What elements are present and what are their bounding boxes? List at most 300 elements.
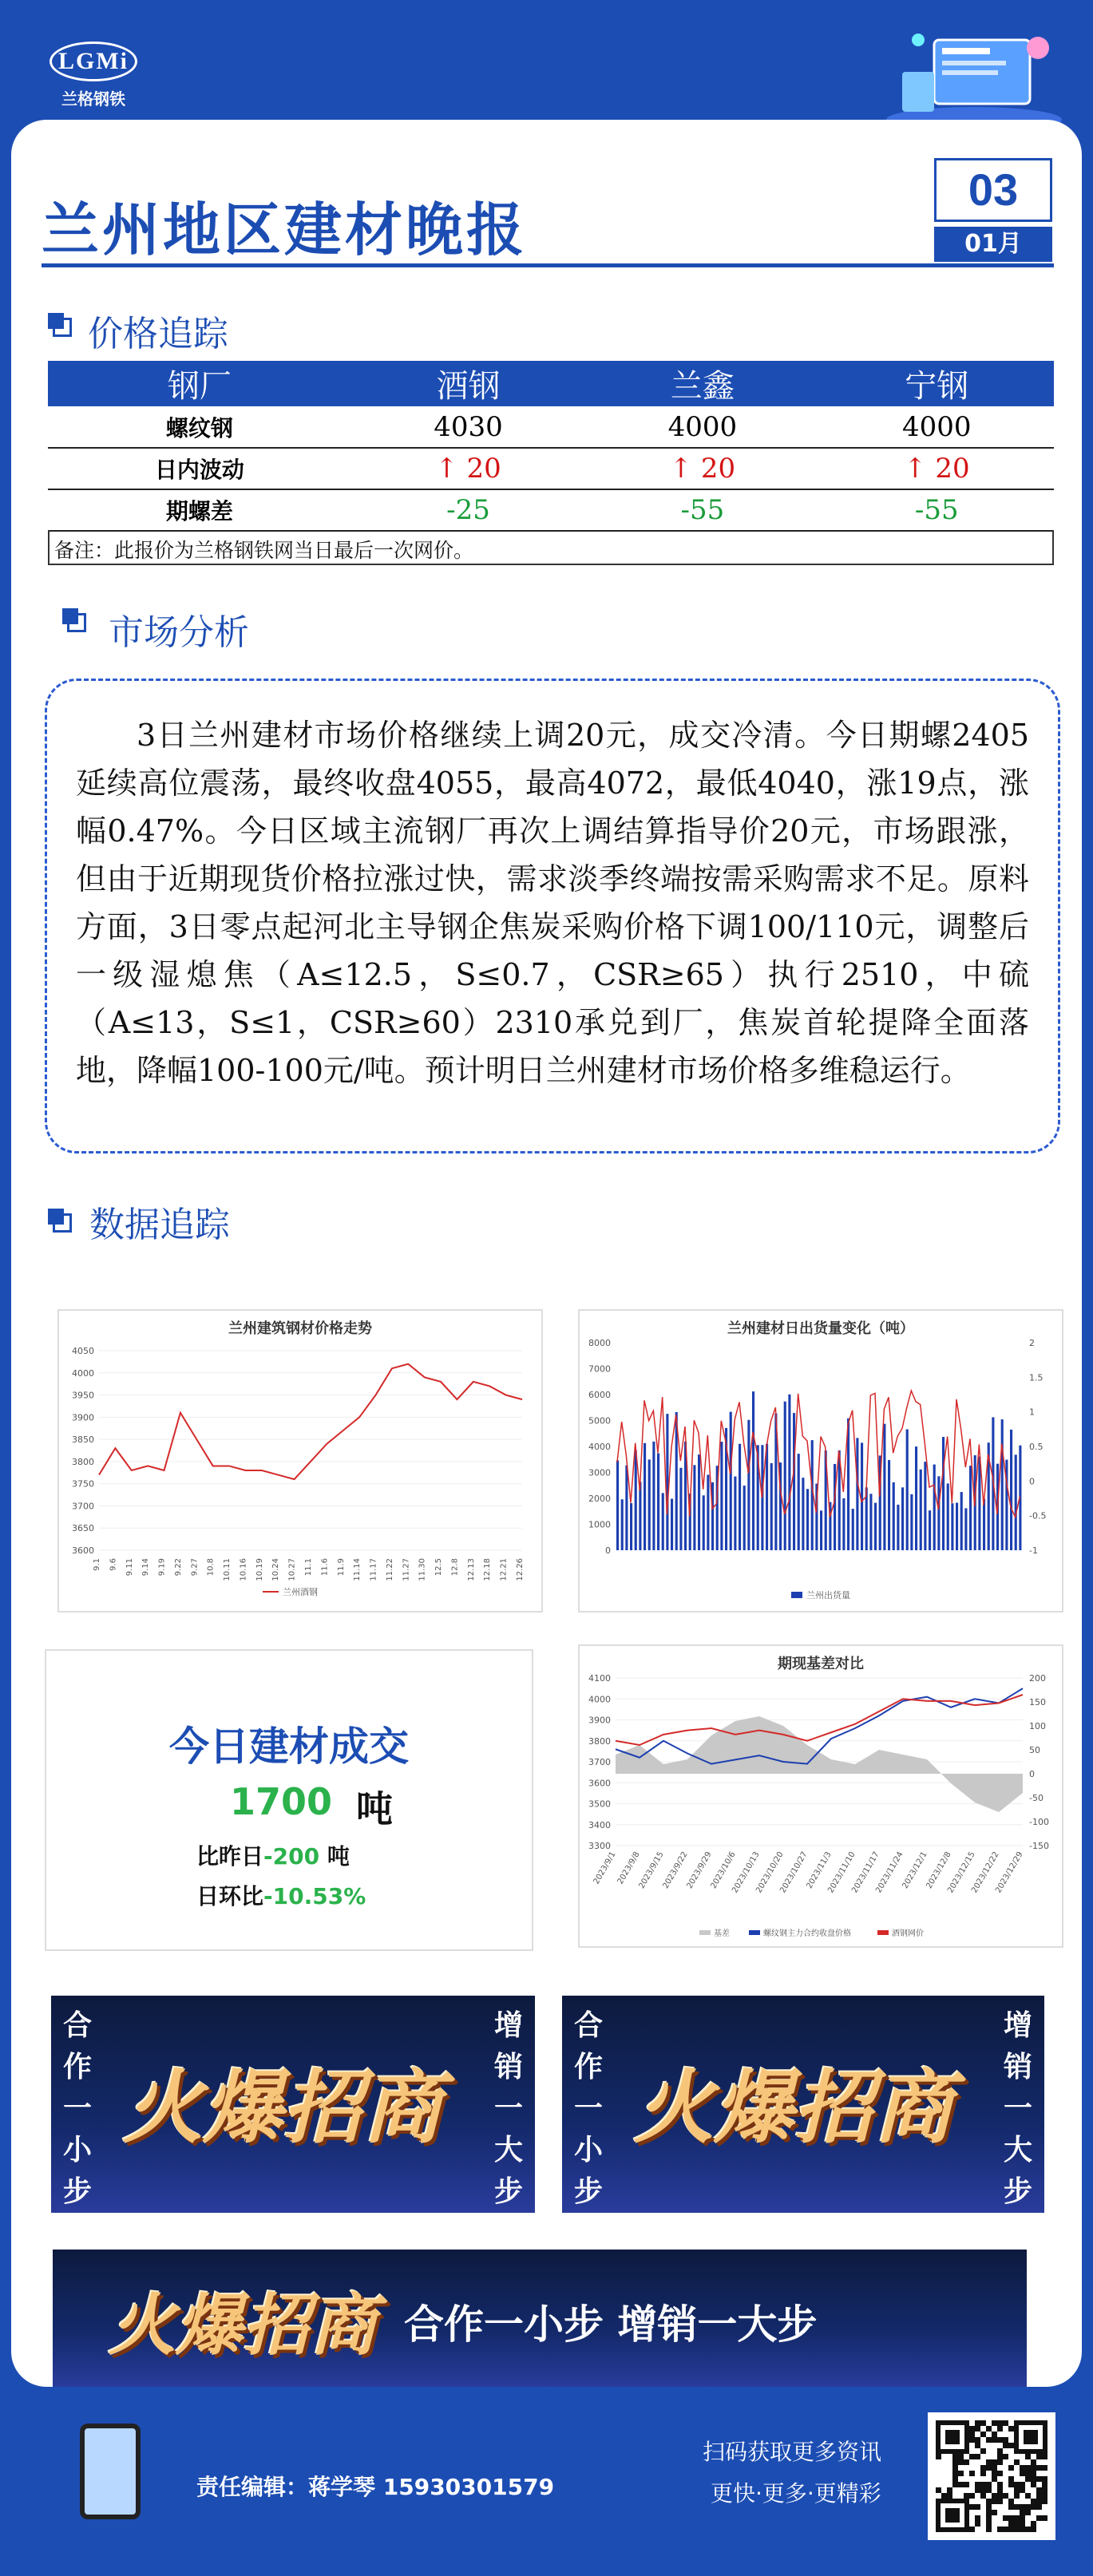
page-title: 兰州地区建材晚报 — [42, 196, 528, 263]
y-tick-label: 3900 — [588, 1715, 611, 1726]
shipment-bar — [671, 1499, 673, 1550]
qr-module — [1036, 2504, 1042, 2510]
change-cell: ↑ 20 — [585, 448, 819, 489]
y-tick-label: 3400 — [588, 1819, 611, 1830]
qr-module — [958, 2454, 964, 2459]
qr-module — [952, 2471, 958, 2476]
price-trend-chart — [57, 1309, 543, 1612]
shipment-bar — [956, 1502, 958, 1550]
qr-module — [992, 2420, 997, 2426]
editor-line: 责任编辑：蒋学琴 15930301579 — [196, 2474, 555, 2500]
deal-ring-ratio: 日环比-10.53% — [196, 1883, 366, 1909]
x-tick-label: 11.22 — [385, 1558, 394, 1581]
shipment-bar — [893, 1482, 895, 1550]
qr-module — [1014, 2482, 1020, 2487]
x-tick-label: 9.1 — [93, 1558, 101, 1571]
y-tick-label: 3800 — [72, 1456, 94, 1467]
qr-module — [1042, 2493, 1047, 2499]
y2-tick-label: -0.5 — [1029, 1510, 1047, 1521]
qr-module — [1008, 2499, 1014, 2504]
price-cell: 4000 — [585, 406, 819, 448]
shipment-bar — [788, 1395, 790, 1550]
x-tick-label: 9.19 — [157, 1558, 167, 1577]
qr-module — [1031, 2459, 1036, 2465]
legend-label: 基差 — [714, 1929, 730, 1938]
qr-module — [1020, 2465, 1025, 2471]
qr-module — [992, 2465, 997, 2471]
series-line — [99, 1364, 522, 1479]
qr-module — [1025, 2504, 1031, 2510]
footer-line-1: 扫码获取更多资讯 — [703, 2439, 882, 2465]
y-tick-label: 8000 — [588, 1338, 611, 1348]
qr-module — [997, 2448, 1003, 2454]
promo-banner-wide[interactable] — [53, 2250, 1027, 2387]
qr-module — [975, 2504, 980, 2510]
qr-module — [986, 2487, 992, 2493]
y-tick-label: 6000 — [588, 1390, 611, 1400]
qr-module — [1003, 2454, 1008, 2459]
qr-module — [1014, 2527, 1020, 2532]
price-table-header — [48, 361, 1054, 406]
shipment-bar — [652, 1442, 655, 1550]
legend-swatch — [749, 1930, 760, 1935]
shipment-bar — [983, 1499, 985, 1550]
qr-module — [997, 2426, 1003, 2432]
y-tick-label: 2000 — [588, 1494, 611, 1504]
qr-module — [980, 2420, 986, 2426]
qr-module — [1025, 2493, 1031, 2499]
qr-module — [1014, 2504, 1020, 2510]
qr-module — [992, 2432, 997, 2437]
x-tick-label: 10.8 — [206, 1558, 216, 1577]
qr-module — [1036, 2487, 1042, 2493]
qr-module — [947, 2493, 952, 2499]
x-tick-label: 2023/11/24 — [874, 1850, 905, 1895]
shipment-bar — [1010, 1430, 1012, 1550]
x-tick-label: 10.16 — [239, 1558, 248, 1581]
qr-module — [1014, 2493, 1020, 2499]
qr-module — [952, 2459, 958, 2465]
qr-module — [1008, 2504, 1014, 2510]
banner-vertical-text: 合 作 一 小 步 — [62, 2009, 92, 2208]
y-tick-label: 3900 — [72, 1412, 94, 1423]
x-tick-label: 2023/12/22 — [970, 1850, 1001, 1895]
qr-module — [986, 2437, 992, 2443]
deal-title: 今日建材成交 — [169, 1723, 409, 1770]
qr-module — [1042, 2515, 1047, 2521]
qr-module — [1020, 2487, 1025, 2493]
shipment-bar — [806, 1489, 809, 1550]
row-label: 期螺差 — [48, 489, 351, 531]
y-tick-label: 3750 — [72, 1478, 94, 1490]
qr-module — [969, 2527, 975, 2532]
table-row — [48, 448, 1054, 489]
spread-cell: -55 — [820, 489, 1054, 531]
qr-module — [980, 2448, 986, 2454]
shipment-bar — [747, 1420, 750, 1550]
shipment-bar — [1015, 1454, 1017, 1550]
shipment-bar — [888, 1460, 890, 1550]
shipment-bar — [915, 1446, 917, 1550]
legend-label: 螺纹钢主力合约收盘价格 — [763, 1929, 851, 1938]
shipment-bar — [644, 1443, 646, 1550]
shipment-bar — [978, 1457, 980, 1550]
legend-label: 兰州出货量 — [806, 1590, 850, 1601]
qr-module — [1025, 2465, 1031, 2471]
x-tick-label: 2023/10/20 — [754, 1850, 786, 1895]
qr-module — [1020, 2527, 1025, 2532]
qr-code[interactable] — [928, 2412, 1055, 2540]
qr-module — [980, 2465, 986, 2471]
y-tick-label: 3850 — [72, 1434, 94, 1446]
qr-module — [952, 2476, 958, 2482]
qr-module — [986, 2426, 992, 2432]
y2-tick-label: -100 — [1029, 1817, 1049, 1827]
qr-module — [992, 2510, 997, 2515]
qr-module — [969, 2504, 975, 2510]
banner-vertical-text: 增 销 一 大 步 — [1003, 2009, 1032, 2208]
x-tick-label: 2023/10/6 — [709, 1850, 738, 1890]
table-row — [48, 489, 1054, 531]
qr-module — [992, 2499, 997, 2504]
shipment-bar — [834, 1464, 836, 1550]
y-tick-label: 4000 — [72, 1367, 94, 1379]
x-tick-label: 2023/10/27 — [778, 1850, 810, 1895]
qr-module — [992, 2437, 997, 2443]
qr-module — [997, 2471, 1003, 2476]
banner-vertical-text: 合 作 一 小 步 — [573, 2009, 603, 2208]
shipment-bar — [924, 1462, 926, 1550]
qr-module — [1031, 2471, 1036, 2476]
x-tick-label: 10.19 — [255, 1558, 264, 1581]
qr-module — [947, 2487, 952, 2493]
y2-tick-label: 0 — [1029, 1476, 1035, 1487]
x-tick-label: 9.11 — [125, 1558, 134, 1577]
qr-module — [986, 2527, 992, 2532]
qr-module — [992, 2471, 997, 2476]
x-tick-label: 2023/9/1 — [592, 1850, 618, 1886]
x-tick-label: 9.27 — [190, 1558, 200, 1577]
legend-swatch — [791, 1592, 802, 1598]
y-tick-label: 3700 — [588, 1757, 611, 1767]
qr-module — [1031, 2476, 1036, 2482]
shipment-bar — [693, 1465, 695, 1550]
qr-module — [992, 2493, 997, 2499]
y-tick-label: 3300 — [588, 1841, 611, 1851]
shipment-bar — [929, 1510, 931, 1550]
shipment-bar — [648, 1459, 651, 1550]
chart-title: 兰州建筑钢材价格走势 — [228, 1320, 372, 1337]
qr-module — [1042, 2499, 1047, 2504]
banner-headline: 火爆招商 — [634, 2060, 953, 2155]
qr-module — [997, 2482, 1003, 2487]
shipment-bar — [625, 1466, 628, 1550]
arrow-up-icon: ↑ — [435, 453, 458, 485]
y-tick-label: 3650 — [72, 1523, 94, 1534]
shipment-bar — [635, 1450, 637, 1550]
shipment-bar — [657, 1453, 659, 1550]
qr-module — [997, 2493, 1003, 2499]
x-tick-label: 12.26 — [516, 1558, 525, 1581]
qr-module — [958, 2471, 964, 2476]
qr-finder — [945, 2508, 960, 2523]
qr-module — [986, 2499, 992, 2504]
qr-module — [1014, 2521, 1020, 2527]
x-tick-label: 9.14 — [141, 1558, 151, 1577]
shipment-bar — [937, 1476, 940, 1550]
qr-module — [1025, 2476, 1031, 2482]
qr-module — [1042, 2476, 1047, 2482]
y-tick-label: 4000 — [588, 1694, 611, 1705]
deal-vs-yesterday: 比昨日-200 吨 — [196, 1843, 350, 1870]
header-cell: 宁钢 — [820, 361, 1054, 406]
qr-module — [1008, 2476, 1014, 2482]
banner-slogan: 合作一小步 增销一大步 — [404, 2301, 818, 2348]
header-cell: 钢厂 — [48, 361, 351, 406]
x-tick-label: 2023/9/29 — [685, 1850, 714, 1890]
promo-banner-right[interactable] — [562, 1996, 1044, 2213]
change-cell: ↑ 20 — [351, 448, 585, 489]
y2-tick-label: 200 — [1029, 1673, 1046, 1684]
y2-tick-label: 100 — [1029, 1721, 1046, 1731]
header-cell: 酒钢 — [351, 361, 585, 406]
qr-module — [997, 2527, 1003, 2532]
qr-module — [1003, 2420, 1008, 2426]
y2-tick-label: 150 — [1029, 1697, 1046, 1707]
shipment-bar — [616, 1460, 619, 1550]
promo-banner-left[interactable] — [51, 1996, 535, 2213]
qr-module — [1020, 2471, 1025, 2476]
y2-tick-label: -1 — [1029, 1545, 1038, 1556]
arrow-up-icon: ↑ — [669, 453, 693, 485]
x-tick-label: 11.6 — [320, 1558, 330, 1577]
chart-title: 兰州建材日出货量变化（吨） — [727, 1320, 914, 1337]
shipment-bar — [856, 1438, 858, 1550]
qr-module — [964, 2493, 969, 2499]
qr-module — [986, 2510, 992, 2515]
row-label: 螺纹钢 — [48, 406, 351, 448]
y2-tick-label: 0 — [1029, 1769, 1035, 1779]
shipment-bar — [883, 1424, 885, 1550]
qr-module — [941, 2493, 947, 2499]
basis-area — [616, 1716, 1023, 1812]
x-tick-label: 10.27 — [287, 1558, 297, 1581]
shipment-bar — [861, 1442, 863, 1550]
qr-module — [1036, 2465, 1042, 2471]
qr-module — [1003, 2437, 1008, 2443]
shipment-bar — [766, 1444, 768, 1550]
banner-headline: 火爆招商 — [109, 2285, 378, 2364]
qr-module — [1031, 2465, 1036, 2471]
x-tick-label: 2023/11/17 — [850, 1850, 881, 1895]
qr-module — [975, 2426, 980, 2432]
price-cell: 4030 — [351, 406, 585, 448]
qr-module — [997, 2499, 1003, 2504]
qr-module — [975, 2454, 980, 2459]
shipment-bar — [869, 1494, 872, 1550]
header-cell: 兰鑫 — [585, 361, 819, 406]
section-title-market: 市场分析 — [109, 612, 249, 653]
shipment-bar — [784, 1402, 786, 1550]
y2-tick-label: 2 — [1029, 1338, 1035, 1348]
shipment-bar — [852, 1509, 854, 1550]
price-note: 备注：此报价为兰格钢铁网当日最后一次网价。 — [48, 530, 1054, 565]
x-tick-label: 11.30 — [418, 1558, 427, 1581]
qr-module — [975, 2437, 980, 2443]
chart-title: 期现基差对比 — [778, 1656, 864, 1672]
spread-cell: -25 — [351, 489, 585, 531]
section-title-price: 价格追踪 — [88, 314, 228, 354]
shipment-bar — [897, 1505, 899, 1550]
qr-module — [1008, 2443, 1014, 2448]
brand-name: 兰格钢铁 — [61, 89, 125, 109]
qr-module — [986, 2504, 992, 2510]
basis-chart — [578, 1644, 1063, 1948]
qr-module — [1036, 2476, 1042, 2482]
shipment-bar — [820, 1510, 822, 1550]
price-trend-svg — [59, 1311, 545, 1614]
x-tick-label: 2023/12/15 — [946, 1850, 977, 1895]
arrow-up-icon: ↑ — [904, 453, 927, 485]
y-tick-label: 7000 — [588, 1363, 611, 1375]
section-marker-icon — [53, 318, 72, 337]
shipment-bar — [942, 1437, 944, 1550]
y-tick-label: 0 — [605, 1545, 611, 1556]
x-tick-label: 2023/11/10 — [826, 1850, 857, 1895]
shipment-bar — [802, 1478, 804, 1550]
qr-module — [969, 2454, 975, 2459]
qr-module — [969, 2471, 975, 2476]
qr-module — [1031, 2521, 1036, 2527]
qr-module — [1008, 2426, 1014, 2432]
date-month: 01月 — [934, 227, 1052, 262]
shipment-svg — [580, 1311, 1065, 1614]
phone-icon — [80, 2424, 141, 2519]
y-tick-label: 1000 — [588, 1519, 611, 1530]
footer-line-2: 更快·更多·更精彩 — [711, 2480, 881, 2507]
qr-module — [1031, 2504, 1036, 2510]
shipment-bar — [752, 1391, 754, 1550]
qr-module — [975, 2487, 980, 2493]
x-tick-label: 11.27 — [402, 1558, 411, 1581]
qr-module — [997, 2454, 1003, 2459]
qr-module — [997, 2437, 1003, 2443]
x-tick-label: 2023/9/15 — [637, 1850, 666, 1890]
shipment-bar — [960, 1492, 963, 1550]
qr-module — [1020, 2482, 1025, 2487]
legend-swatch — [877, 1930, 889, 1935]
x-tick-label: 12.13 — [466, 1558, 476, 1581]
change-cell: ↑ 20 — [820, 448, 1054, 489]
shipment-bar — [698, 1454, 700, 1550]
qr-module — [992, 2476, 997, 2482]
shipment-bar — [720, 1442, 723, 1550]
qr-module — [1036, 2515, 1042, 2521]
qr-module — [969, 2432, 975, 2437]
shipment-bar — [951, 1503, 953, 1550]
qr-module — [1042, 2487, 1047, 2493]
qr-module — [958, 2482, 964, 2487]
qr-module — [975, 2443, 980, 2448]
qr-module — [1036, 2493, 1042, 2499]
y2-tick-label: 1 — [1029, 1407, 1035, 1418]
x-tick-label: 11.17 — [369, 1558, 378, 1581]
qr-module — [936, 2487, 941, 2493]
qr-module — [975, 2521, 980, 2527]
y-tick-label: 3800 — [588, 1735, 611, 1747]
section-marker-icon — [67, 613, 86, 632]
x-tick-label: 2023/9/22 — [661, 1850, 690, 1890]
shipment-bar — [630, 1503, 632, 1550]
header-band — [0, 0, 1093, 136]
monitor-illustration-icon — [870, 16, 1070, 136]
y2-tick-label: 1.5 — [1029, 1372, 1043, 1383]
x-tick-label: 12.8 — [450, 1558, 460, 1577]
qr-module — [975, 2482, 980, 2487]
qr-module — [1020, 2515, 1025, 2521]
qr-module — [1014, 2515, 1020, 2521]
shipment-bar — [901, 1487, 904, 1550]
qr-module — [952, 2454, 958, 2459]
qr-module — [1025, 2454, 1031, 2459]
qr-module — [1025, 2471, 1031, 2476]
y-tick-label: 4050 — [72, 1346, 94, 1356]
legend-label: 酒钢网价 — [892, 1929, 924, 1938]
qr-module — [992, 2459, 997, 2465]
qr-module — [980, 2493, 986, 2499]
qr-module — [997, 2487, 1003, 2493]
qr-module — [1025, 2527, 1031, 2532]
x-tick-label: 12.21 — [499, 1558, 509, 1581]
qr-module — [997, 2420, 1003, 2426]
qr-module — [1008, 2527, 1014, 2532]
price-cell: 4000 — [820, 406, 1054, 448]
qr-module — [1003, 2493, 1008, 2499]
shipment-bar — [964, 1508, 967, 1550]
market-analysis-text: 3日兰州建材市场价格继续上调20元，成交冷清。今日期螺2405延续高位震荡，最终收盘4055，最高4072，最低4040，涨19点，涨幅0.47%。今日区域主流钢厂再次上调结算指导价20元，市场跟涨，但由于近期现货价格拉涨过快，需求淡季终端按需采购需求不足。原料方面，3日零点起河北主导钢企焦炭采购价格下调100/110元，调整后一级湿熄焦（A≤12.5，S≤0.7，CSR≥65）执行2510，中硫（A≤13，S≤1，CSR≥60）2310承兑到厂，焦炭首轮提降全面落地，降幅100-100元/吨。预计明日兰州建材市场价格多维稳运行。 — [45, 679, 1060, 1153]
qr-module — [1008, 2521, 1014, 2527]
qr-module — [1031, 2499, 1036, 2504]
spread-cell: -55 — [585, 489, 819, 531]
shipment-bar — [679, 1468, 682, 1550]
qr-module — [986, 2515, 992, 2521]
shipment-bar — [703, 1495, 705, 1550]
x-tick-label: 12.5 — [434, 1558, 444, 1577]
shipment-bar — [874, 1503, 877, 1550]
qr-module — [975, 2420, 980, 2426]
x-tick-label: 2023/11/3 — [805, 1850, 834, 1890]
y2-tick-label: -50 — [1029, 1793, 1043, 1803]
qr-finder — [945, 2430, 960, 2444]
date-day: 03 — [934, 158, 1052, 222]
brand-logo: LGMi — [50, 42, 137, 81]
qr-module — [1025, 2510, 1031, 2515]
qr-pattern-icon — [936, 2420, 1047, 2532]
table-row — [48, 406, 1054, 448]
qr-module — [980, 2482, 986, 2487]
legend-label: 兰州酒钢 — [283, 1587, 318, 1597]
y-tick-label: 3600 — [72, 1545, 94, 1556]
basis-svg — [580, 1646, 1065, 1949]
x-tick-label: 9.22 — [173, 1558, 183, 1577]
shipment-bar — [730, 1412, 732, 1550]
qr-module — [964, 2459, 969, 2465]
shipment-bar — [1001, 1419, 1004, 1550]
section-marker-icon — [53, 1213, 72, 1233]
x-tick-label: 11.9 — [336, 1558, 346, 1577]
shipment-bar — [707, 1475, 709, 1550]
shipment-bar — [947, 1483, 949, 1550]
